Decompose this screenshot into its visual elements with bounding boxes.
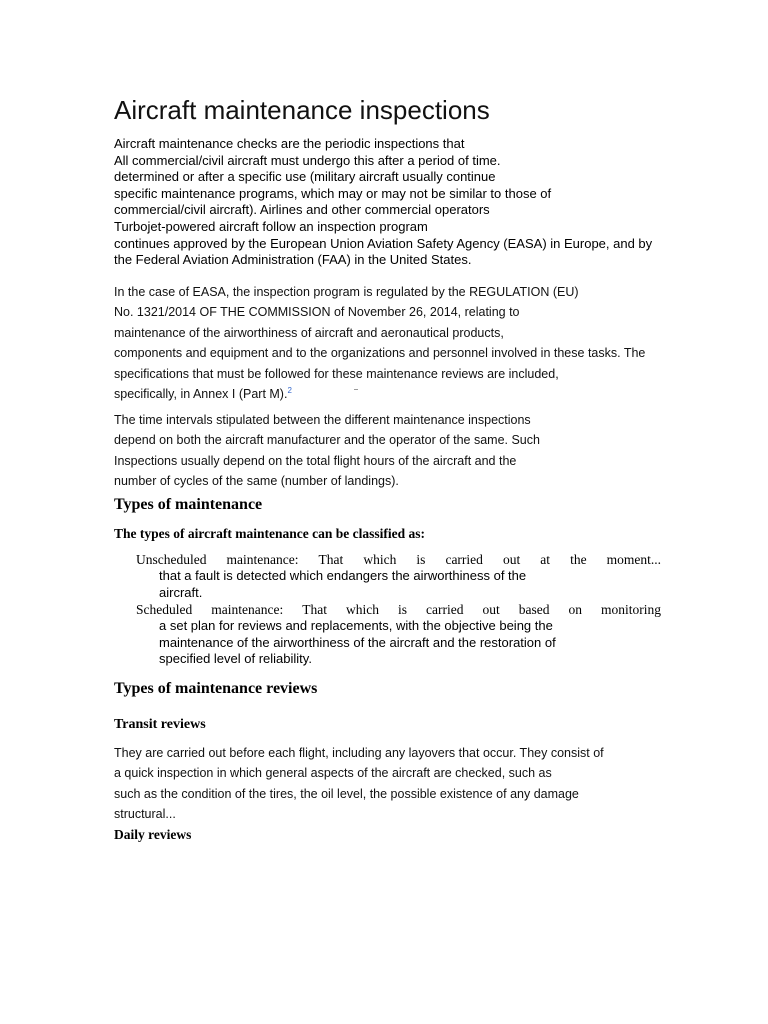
easa-paragraph xyxy=(114,282,645,404)
unscheduled-first-line xyxy=(136,552,661,568)
intro-line: specific maintenance programs, which may or may not be similar to those of xyxy=(114,185,552,201)
word: That xyxy=(318,552,344,567)
transit-line: a quick inspection in which general aspects of the aircraft are checked, such as xyxy=(114,766,552,781)
transit-heading: Transit reviews xyxy=(114,717,206,732)
word: on xyxy=(568,602,582,617)
easa-line: components and equipment and to the organizations and personnel involved in these tasks. The xyxy=(114,346,646,361)
word: at xyxy=(540,552,551,567)
word: out xyxy=(502,552,521,567)
word: moment... xyxy=(606,552,661,567)
intervals-paragraph xyxy=(114,410,540,492)
word: which xyxy=(363,552,397,567)
easa-line-last xyxy=(114,384,645,404)
continuation-line: maintenance of the airworthiness of the aircraft and the restoration of xyxy=(159,634,556,650)
word: is xyxy=(397,602,407,617)
intervals-line: number of cycles of the same (number of landings). xyxy=(114,474,399,489)
word: That xyxy=(302,602,327,617)
types-lead: The types of aircraft maintenance can be classified as: xyxy=(114,526,425,541)
intro-line: determined or after a specific use (military aircraft usually continue xyxy=(114,169,496,185)
easa-line: specifications that must be followed for these maintenance reviews are included, xyxy=(114,366,559,381)
word: carried xyxy=(425,602,464,617)
word: maintenance: xyxy=(211,602,284,617)
transit-line: They are carried out before each flight, including any layovers that occur. They consist of xyxy=(114,746,604,760)
intervals-line: The time intervals stipulated between the different maintenance inspections xyxy=(114,413,531,427)
daily-heading: Daily reviews xyxy=(114,827,192,842)
footnote-link[interactable]: 2 xyxy=(287,385,292,395)
continuation-line: aircraft. xyxy=(159,584,203,600)
word: monitoring xyxy=(600,602,661,617)
easa-line: maintenance of the airworthiness of aircraft and aeronautical products, xyxy=(114,325,504,340)
intro-paragraph xyxy=(114,136,652,269)
scheduled-item xyxy=(136,602,661,668)
scheduled-continuation xyxy=(159,618,661,668)
intervals-line: Inspections usually depend on the total flight hours of the aircraft and the xyxy=(114,453,517,468)
word: which xyxy=(345,602,379,617)
easa-line: specifically, in Annex I (Part M). xyxy=(114,387,288,402)
intro-line: Aircraft maintenance checks are the periodic inspections that xyxy=(114,136,465,151)
intervals-line: depend on both the aircraft manufacturer and the operator of the same. Such xyxy=(114,433,540,448)
continuation-line: that a fault is detected which endangers the airworthiness of the xyxy=(159,568,527,583)
transit-paragraph xyxy=(114,743,604,825)
types-heading: Types of maintenance xyxy=(114,496,263,513)
scheduled-first-line xyxy=(136,602,661,618)
word: maintenance: xyxy=(226,552,299,567)
intro-line: All commercial/civil aircraft must undergo this after a period of time. xyxy=(114,152,501,168)
transit-line: structural... xyxy=(114,807,176,822)
unscheduled-item xyxy=(136,552,661,601)
word: Scheduled xyxy=(136,602,193,617)
intro-line: Turbojet-powered aircraft follow an inspection program xyxy=(114,218,428,234)
word: carried xyxy=(445,552,483,567)
transit-line: such as the condition of the tires, the oil level, the possible existence of any damage xyxy=(114,786,579,801)
word: out xyxy=(482,602,500,617)
unscheduled-continuation xyxy=(159,568,661,601)
continuation-line: a set plan for reviews and replacements, with the objective being the xyxy=(159,618,553,633)
word: Unscheduled xyxy=(136,552,207,567)
intro-line: continues approved by the European Union Aviation Safety Agency (EASA) in Europe, and by xyxy=(114,235,653,251)
continuation-line: specified level of reliability. xyxy=(159,651,312,666)
reviews-heading: Types of maintenance reviews xyxy=(114,680,318,697)
easa-line: No. 1321/2014 OF THE COMMISSION of November 26, 2014, relating to xyxy=(114,305,520,320)
intro-line: the Federal Aviation Administration (FAA) in the United States. xyxy=(114,252,472,268)
easa-line: In the case of EASA, the inspection program is regulated by the REGULATION (EU) xyxy=(114,285,579,299)
intro-line: commercial/civil aircraft). Airlines and other commercial operators xyxy=(114,202,490,218)
document-title: Aircraft maintenance inspections xyxy=(114,95,490,125)
word: the xyxy=(570,552,587,567)
word: based xyxy=(518,602,550,617)
decorative-mark xyxy=(354,389,358,390)
word: is xyxy=(416,552,426,567)
